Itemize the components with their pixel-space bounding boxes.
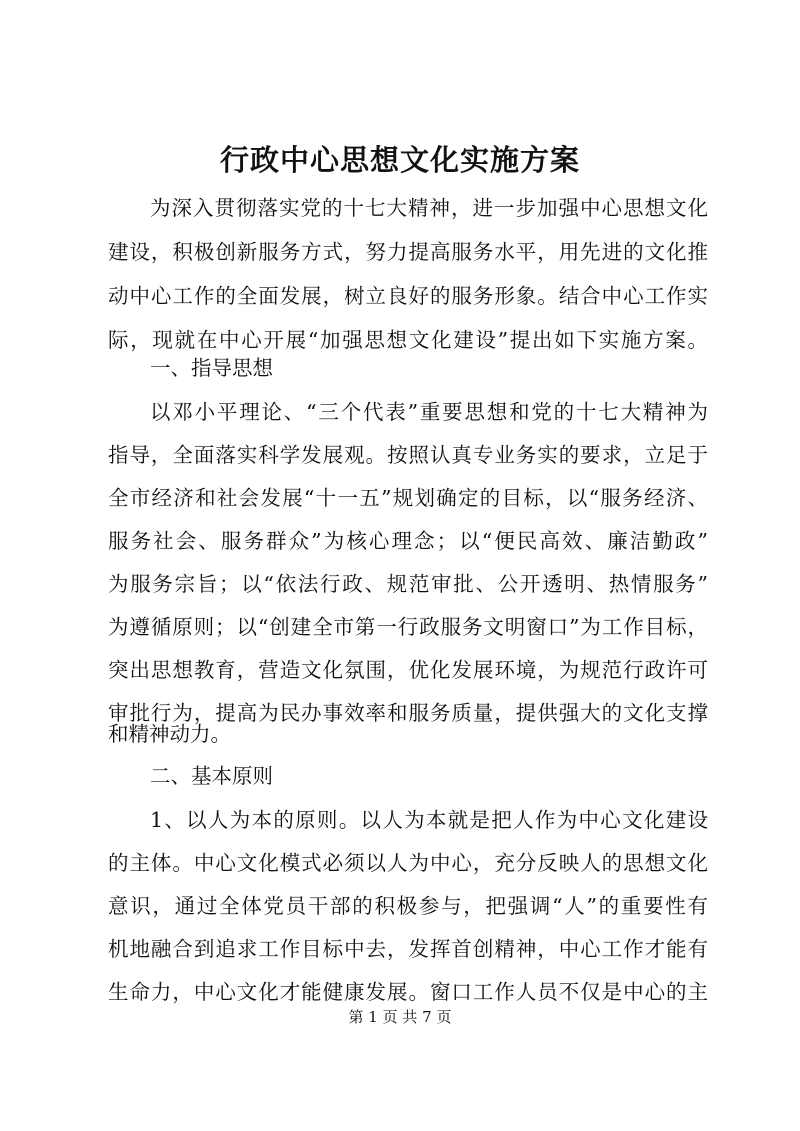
paragraph-line: 为深入贯彻落实党的十七大精神，进一步加强中心思想文化: [150, 196, 708, 220]
paragraph-line: 机地融合到追求工作目标中去，发挥首创精神，中心工作才能有: [108, 937, 708, 961]
section-heading: 二、基本原则: [150, 764, 273, 788]
paragraph-line: 和精神动力。: [108, 722, 231, 746]
paragraph-line: 建设，积极创新服务方式，努力提高服务水平，用先进的文化推: [108, 240, 708, 264]
paragraph-line: 1、以人为本的原则。以人为本就是把人作为中心文化建设: [150, 808, 708, 832]
document-title: 行政中心思想文化实施方案: [219, 143, 580, 177]
paragraph-line: 突出思想教育，营造文化氛围，优化发展环境，为规范行政许可: [108, 658, 708, 682]
paragraph-line: 的主体。中心文化模式必须以人为中心，充分反映人的思想文化: [108, 851, 708, 875]
paragraph-line: 动中心工作的全面发展，树立良好的服务形象。结合中心工作实: [108, 284, 708, 308]
paragraph-line: 际，现就在中心开展“加强思想文化建设”提出如下实施方案。: [108, 328, 708, 352]
paragraph-line: 意识，通过全体党员干部的积极参与，把强调“人”的重要性有: [108, 894, 708, 918]
paragraph-line: 为遵循原则；以“创建全市第一行政服务文明窗口”为工作目标，: [108, 615, 708, 639]
paragraph-line: 指导，全面落实科学发展观。按照认真专业务实的要求，立足于: [108, 443, 708, 467]
paragraph-line: 为服务宗旨；以“依法行政、规范审批、公开透明、热情服务”: [108, 572, 708, 596]
section-heading: 一、指导思想: [150, 356, 273, 380]
paragraph-line: 审批行为，提高为民办事效率和服务质量，提供强大的文化支撑: [108, 701, 708, 725]
page-footer: 第 1 页 共 7 页: [348, 1008, 452, 1026]
paragraph-line: 生命力，中心文化才能健康发展。窗口工作人员不仅是中心的主: [108, 980, 708, 1004]
paragraph-line: 服务社会、服务群众”为核心理念；以“便民高效、廉洁勤政”: [108, 529, 708, 553]
paragraph-line: 全市经济和社会发展“十一五”规划确定的目标，以“服务经济、: [108, 486, 708, 510]
paragraph-line: 以邓小平理论、“三个代表”重要思想和党的十七大精神为: [150, 400, 708, 424]
